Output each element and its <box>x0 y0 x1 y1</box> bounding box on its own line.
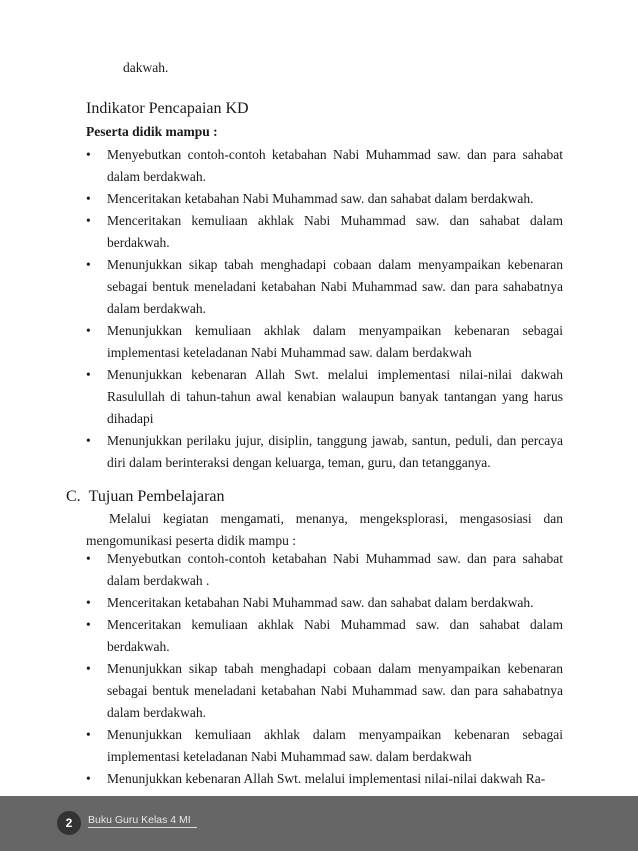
indikator-subheading: Peserta didik mampu : <box>86 124 218 139</box>
tujuan-list <box>86 548 563 790</box>
section-c-heading <box>66 486 225 508</box>
list-item: • Menunjukkan kebenaran Allah Swt. melalui implementasi nilai-nilai dakwah Ra- <box>86 768 563 790</box>
continued-text: dakwah. <box>123 60 169 75</box>
bullet-icon: • <box>86 191 91 206</box>
list-item: • Menceritakan ketabahan Nabi Muhammad saw. dan sahabat dalam berdakwah. <box>86 188 563 210</box>
bullet-icon: • <box>86 213 91 228</box>
bullet-icon: • <box>86 727 91 742</box>
bullet-icon: • <box>86 771 91 786</box>
bullet-icon: • <box>86 551 91 566</box>
indikator-list <box>86 144 563 474</box>
bullet-icon: • <box>86 595 91 610</box>
list-item: • Menunjukkan kemuliaan akhlak dalam menyampaikan kebenaran sebagai implementasi keteladanan Nabi Muhammad saw. dalam berdakwah <box>86 724 563 768</box>
list-item: • Menceritakan kemuliaan akhlak Nabi Muhammad saw. dan sahabat dalam berdakwah. <box>86 210 563 254</box>
list-item: • Menyebutkan contoh-contoh ketabahan Nabi Muhammad saw. dan para sahabat dalam berdakwah . <box>86 548 563 592</box>
list-item: • Menyebutkan contoh-contoh ketabahan Nabi Muhammad saw. dan para sahabat dalam berdakwah. <box>86 144 563 188</box>
bullet-icon: • <box>86 147 91 162</box>
list-item: • Menunjukkan sikap tabah menghadapi cobaan dalam menyampaikan kebenaran sebagai bentuk meneladani ketabahan Nabi Muhammad saw. dan para sahabatnya dalam berdakwah. <box>86 254 563 320</box>
list-item: • Menunjukkan sikap tabah menghadapi cobaan dalam menyampaikan kebenaran sebagai bentuk meneladani ketabahan Nabi Muhammad saw. dan para sahabatnya dalam berdakwah. <box>86 658 563 724</box>
book-title: Buku Guru Kelas 4 MI <box>88 813 197 828</box>
list-item: • Menunjukkan perilaku jujur, disiplin, tanggung jawab, santun, peduli, dan percaya diri dalam berinteraksi dengan keluarga, teman, guru, dan tetangganya. <box>86 430 563 474</box>
bullet-icon: • <box>86 661 91 676</box>
bullet-icon: • <box>86 257 91 272</box>
section-title: Tujuan Pembelajaran <box>88 488 225 505</box>
bullet-icon: • <box>86 617 91 632</box>
page-number: 2 <box>57 811 81 835</box>
section-letter: C. <box>66 488 81 505</box>
bullet-icon: • <box>86 367 91 382</box>
indikator-heading: Indikator Pencapaian KD <box>86 100 249 117</box>
section-intro: Melalui kegiatan mengamati, menanya, mengeksplorasi, mengasosiasi dan mengomunikasi peserta didik mampu : <box>86 511 563 548</box>
list-item: • Menceritakan kemuliaan akhlak Nabi Muhammad saw. dan sahabat dalam berdakwah. <box>86 614 563 658</box>
list-item: • Menceritakan ketabahan Nabi Muhammad saw. dan sahabat dalam berdakwah. <box>86 592 563 614</box>
list-item: • Menunjukkan kemuliaan akhlak dalam menyampaikan kebenaran sebagai implementasi keteladanan Nabi Muhammad saw. dalam berdakwah <box>86 320 563 364</box>
list-item: • Menunjukkan kebenaran Allah Swt. melalui implementasi nilai-nilai dakwah Rasulullah di tahun-tahun awal kenabian walaupun banyak tantangan yang harus dihadapi <box>86 364 563 430</box>
bullet-icon: • <box>86 323 91 338</box>
bullet-icon: • <box>86 433 91 448</box>
